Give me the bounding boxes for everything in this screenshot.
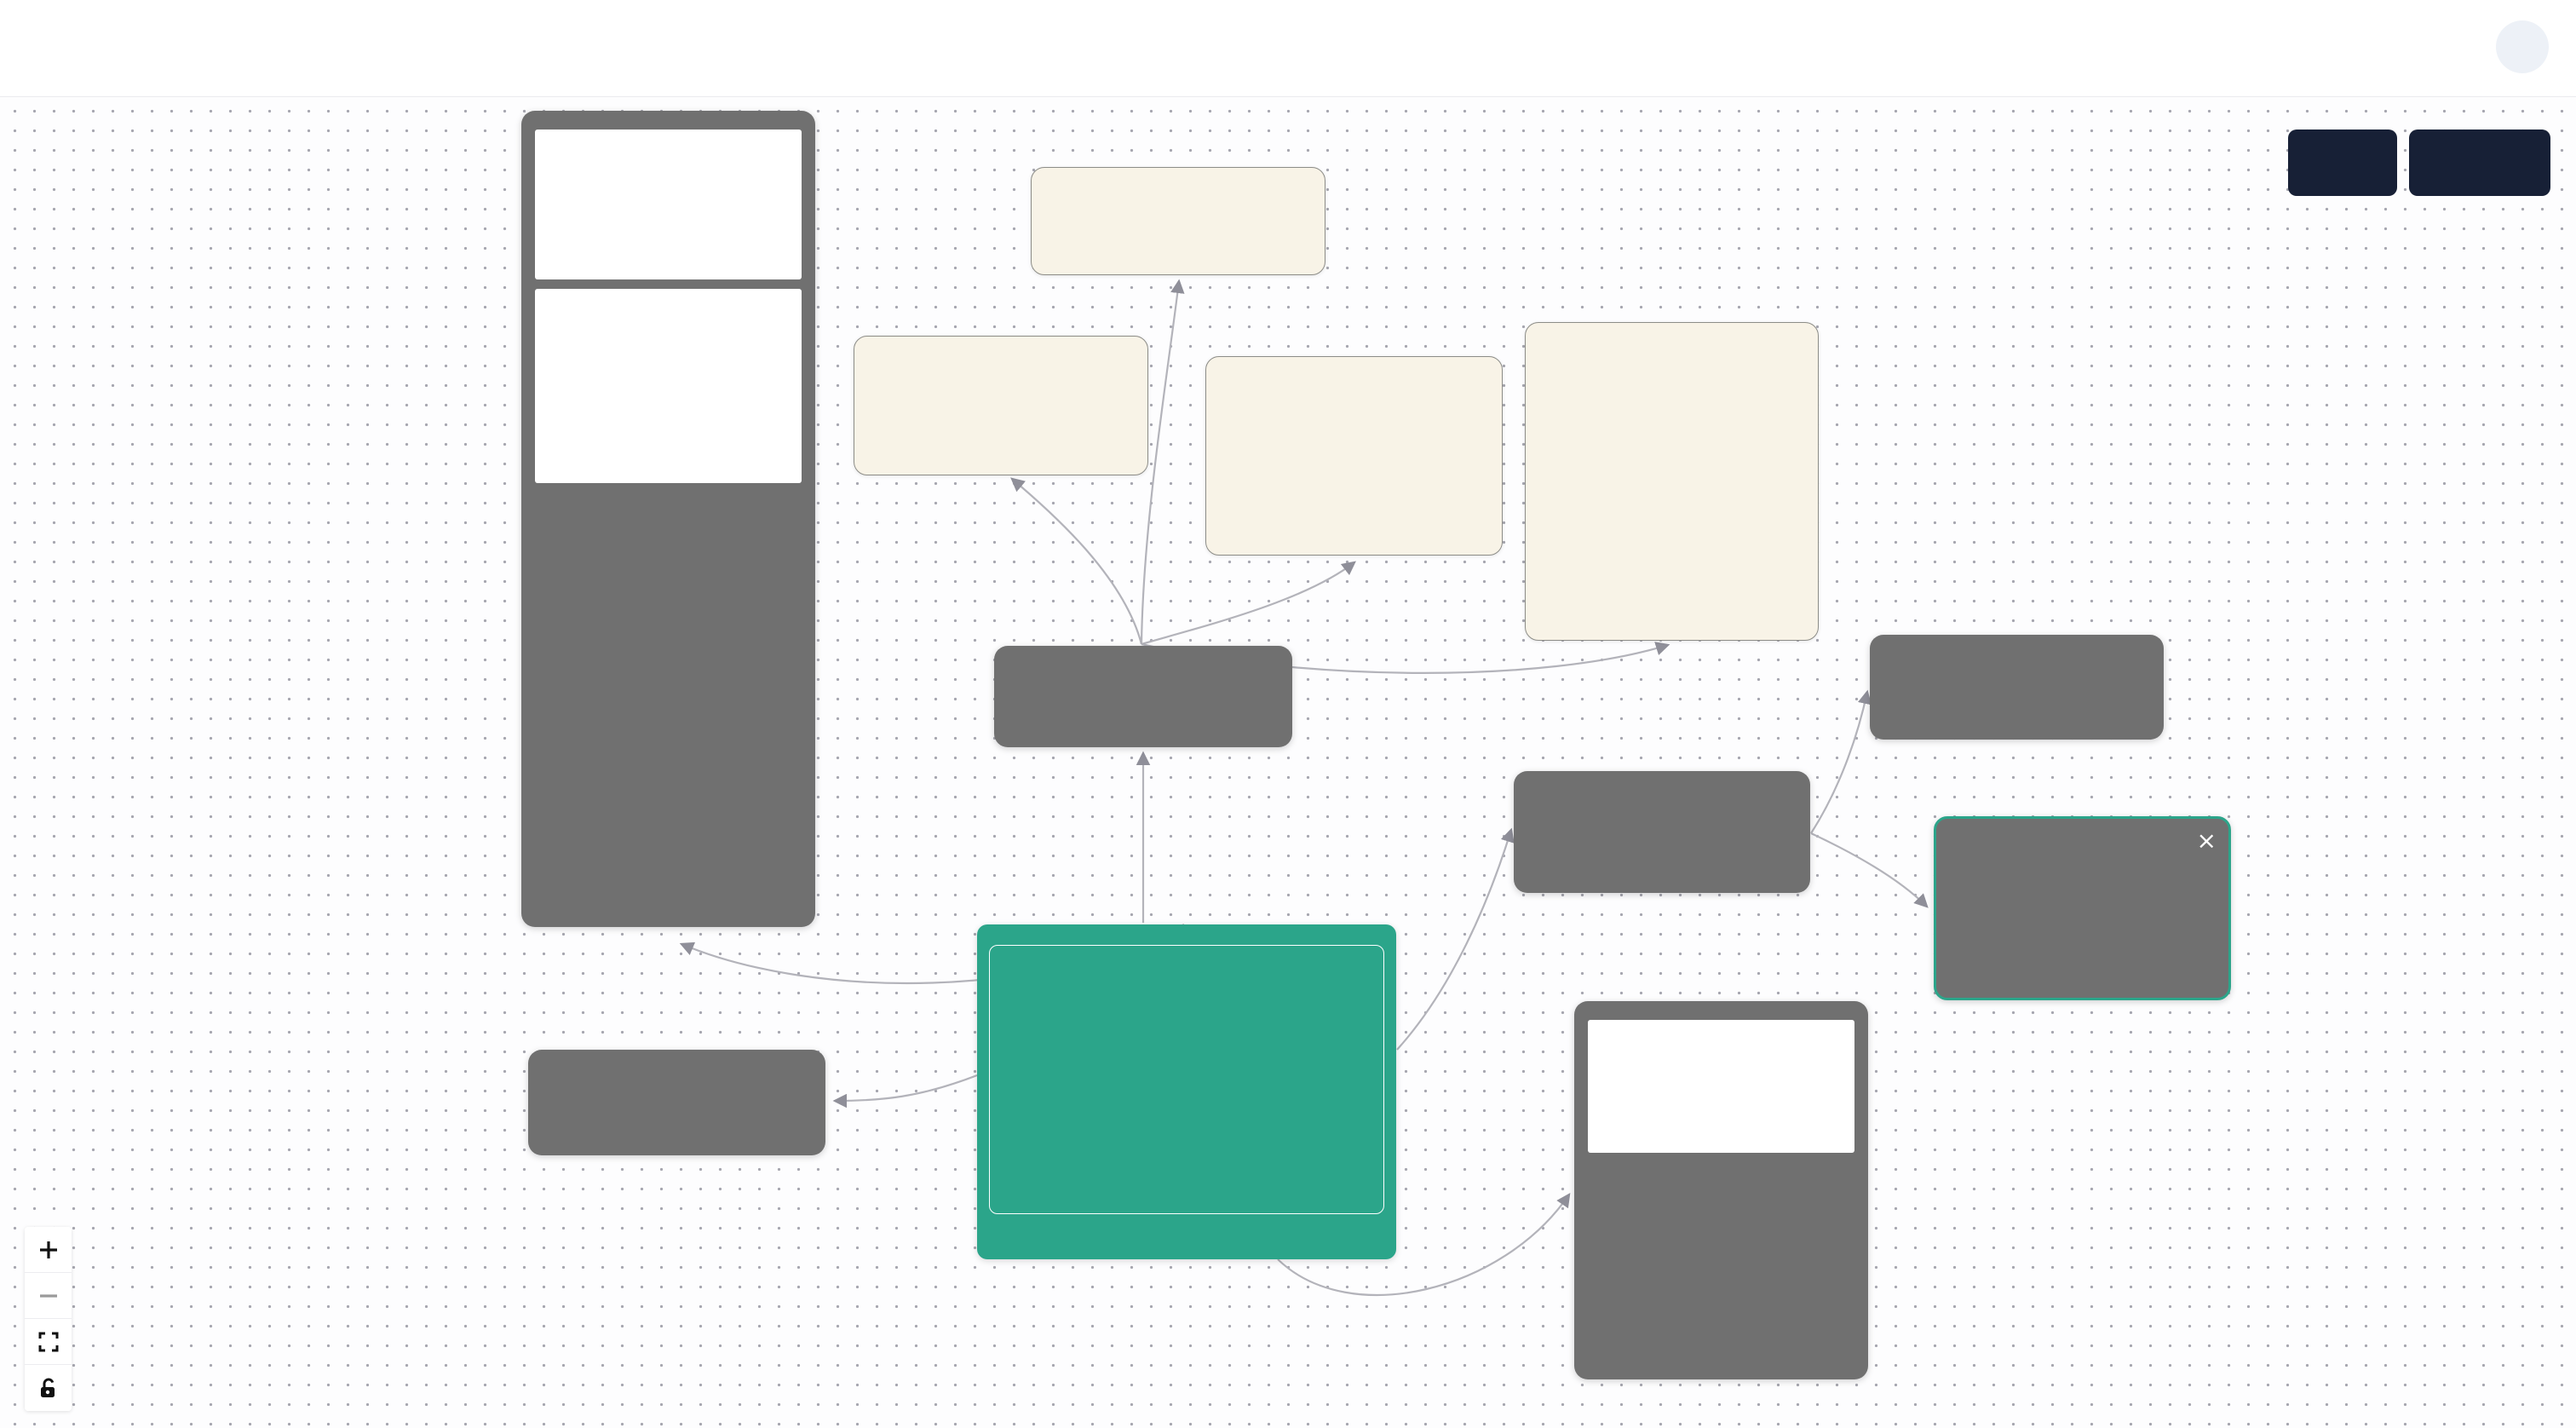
- node-humidity-insight[interactable]: [521, 111, 815, 927]
- zoom-in-icon[interactable]: [25, 1227, 72, 1273]
- node-seasonal-fluctuations[interactable]: [1574, 1001, 1868, 1379]
- node-dataset-csv[interactable]: [977, 924, 1396, 1259]
- node-temperature-peaks[interactable]: [1514, 771, 1810, 893]
- monthly-temp-image: [1588, 1020, 1854, 1153]
- close-icon[interactable]: ×: [1837, 1014, 1858, 1042]
- node-integrating-resources[interactable]: [1031, 167, 1325, 275]
- histograms-image: [535, 130, 802, 279]
- node-temp-varies[interactable]: [854, 336, 1148, 475]
- close-icon[interactable]: ×: [2196, 826, 2217, 855]
- node-temp-varies-selected[interactable]: [1934, 816, 2231, 1000]
- node-climate-change[interactable]: [1205, 356, 1503, 556]
- unlock-icon[interactable]: [25, 1365, 72, 1411]
- rain-distribution-image: [535, 289, 802, 483]
- close-icon[interactable]: ×: [785, 124, 805, 152]
- save-button[interactable]: [2288, 130, 2397, 196]
- node-variability-center[interactable]: [994, 646, 1292, 747]
- canvas-controls: [25, 1227, 72, 1411]
- app-header: [0, 0, 2576, 97]
- monthly-temp-line-chart: [1588, 1020, 1854, 1153]
- node-most-locations[interactable]: [528, 1050, 825, 1155]
- node-variability-right[interactable]: [1870, 635, 2164, 740]
- dataset-table: [989, 945, 1384, 1214]
- histogram-grid-chart: [535, 130, 802, 279]
- table-header-row: [1003, 951, 1370, 980]
- node-decision-systems[interactable]: [1525, 322, 1819, 641]
- user-avatar[interactable]: [2496, 20, 2549, 73]
- restore-button[interactable]: [2409, 130, 2550, 196]
- rain-tomorrow-bar-chart: [535, 289, 802, 483]
- zoom-out-icon[interactable]: [25, 1273, 72, 1319]
- fit-view-icon[interactable]: [25, 1319, 72, 1365]
